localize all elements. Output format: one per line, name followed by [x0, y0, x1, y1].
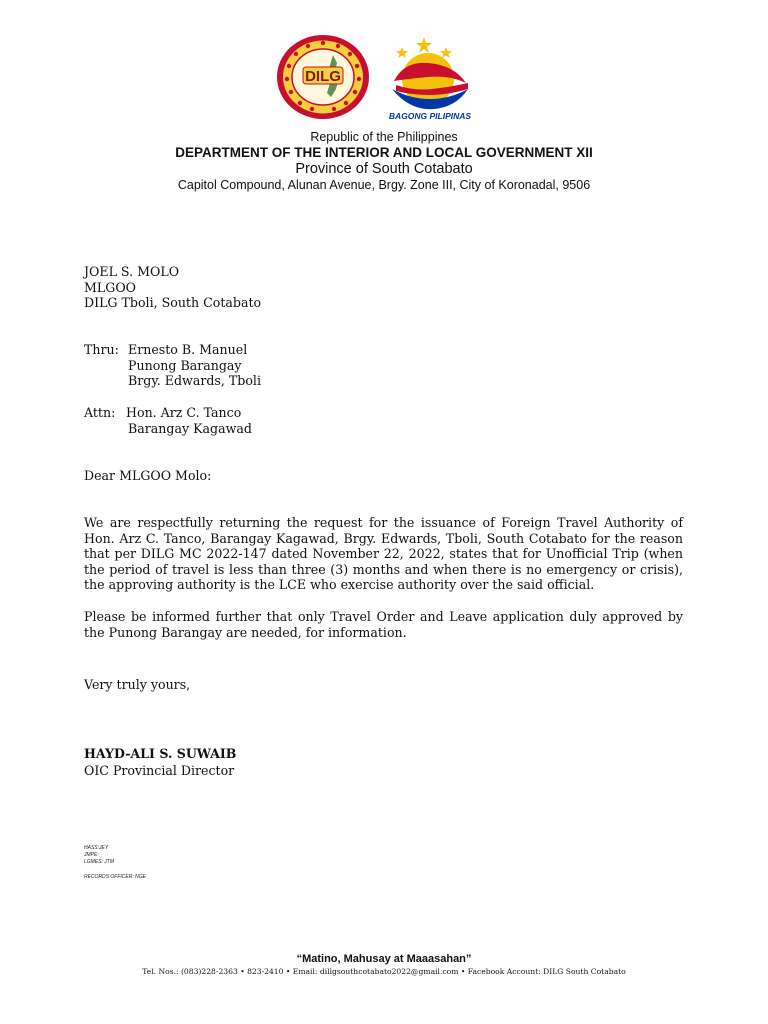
records-officer: RECORDS OFFICER: NGE [84, 874, 146, 880]
bagong-pilipinas-logo [384, 33, 476, 123]
initials-line: JMPE: [84, 852, 99, 858]
republic-line: Republic of the Philippines [310, 130, 458, 144]
recipient-block [84, 264, 261, 311]
initials-block [84, 845, 114, 866]
closing: Very truly yours, [84, 677, 191, 692]
body-paragraph-2: Please be informed further that only Travel Order and Leave application duly approved by the Punong Barangay are needed, for information. [84, 609, 683, 640]
initials-line: HASS:JEY [84, 845, 109, 851]
seal-text: DILG [305, 68, 341, 85]
thru-place: Brgy. Edwards, Tboli [128, 373, 261, 389]
body-paragraph-1: We are respectfully returning the request for the issuance of Foreign Travel Authority of Hon. Arz C. Tanco, Barangay Kagawad, Brgy. Edwards, Tboli, South Cotabato for the reason that per DILG MC 2022-147 dated November 22, 2022, states that for Unofficial Trip (when the period of travel is less than three (3) months and when there is no emergency or crisis), the approving authority is the LCE who exercise authority over the said official. [84, 515, 683, 593]
signatory-name: HAYD-ALI S. SUWAIB [84, 746, 237, 761]
address-line: Capitol Compound, Alunan Avenue, Brgy. Zone III, City of Koronadal, 9506 [177, 178, 591, 192]
salutation: Dear MLGOO Molo: [84, 468, 212, 483]
footer-motto: “Matino, Mahusay at Maaasahan” [296, 953, 472, 965]
initials-line: LGMES: JTM [84, 859, 115, 865]
bagong-pilipinas-label: BAGONG PILIPINAS [388, 111, 472, 121]
department-title: DEPARTMENT OF THE INTERIOR AND LOCAL GOVERNMENT XII [175, 145, 593, 160]
attn-label: Attn: [84, 405, 116, 420]
attn-name: Hon. Arz C. Tanco [126, 405, 242, 420]
thru-block [128, 342, 261, 389]
thru-position: Punong Barangay [128, 357, 242, 373]
footer-contact: Tel. Nos.: (083)228-2363 • 823-2410 • Email: dillgsouthcotabato2022@gmail.com • Facebook Account: DILG South Cotabato [142, 967, 626, 976]
thru-name: Ernesto B. Manuel [128, 342, 248, 357]
attn-block [126, 405, 252, 436]
attn-position: Barangay Kagawad [128, 420, 252, 436]
province-line: Province of South Cotabato [295, 161, 473, 177]
signatory-title: OIC Provincial Director [84, 763, 235, 778]
dilg-seal-logo [275, 33, 371, 121]
recipient-name: JOEL S. MOLO [84, 264, 180, 279]
recipient-office: DILG Tboli, South Cotabato [84, 295, 262, 311]
thru-label: Thru: [84, 342, 119, 357]
recipient-title: MLGOO [84, 279, 136, 295]
